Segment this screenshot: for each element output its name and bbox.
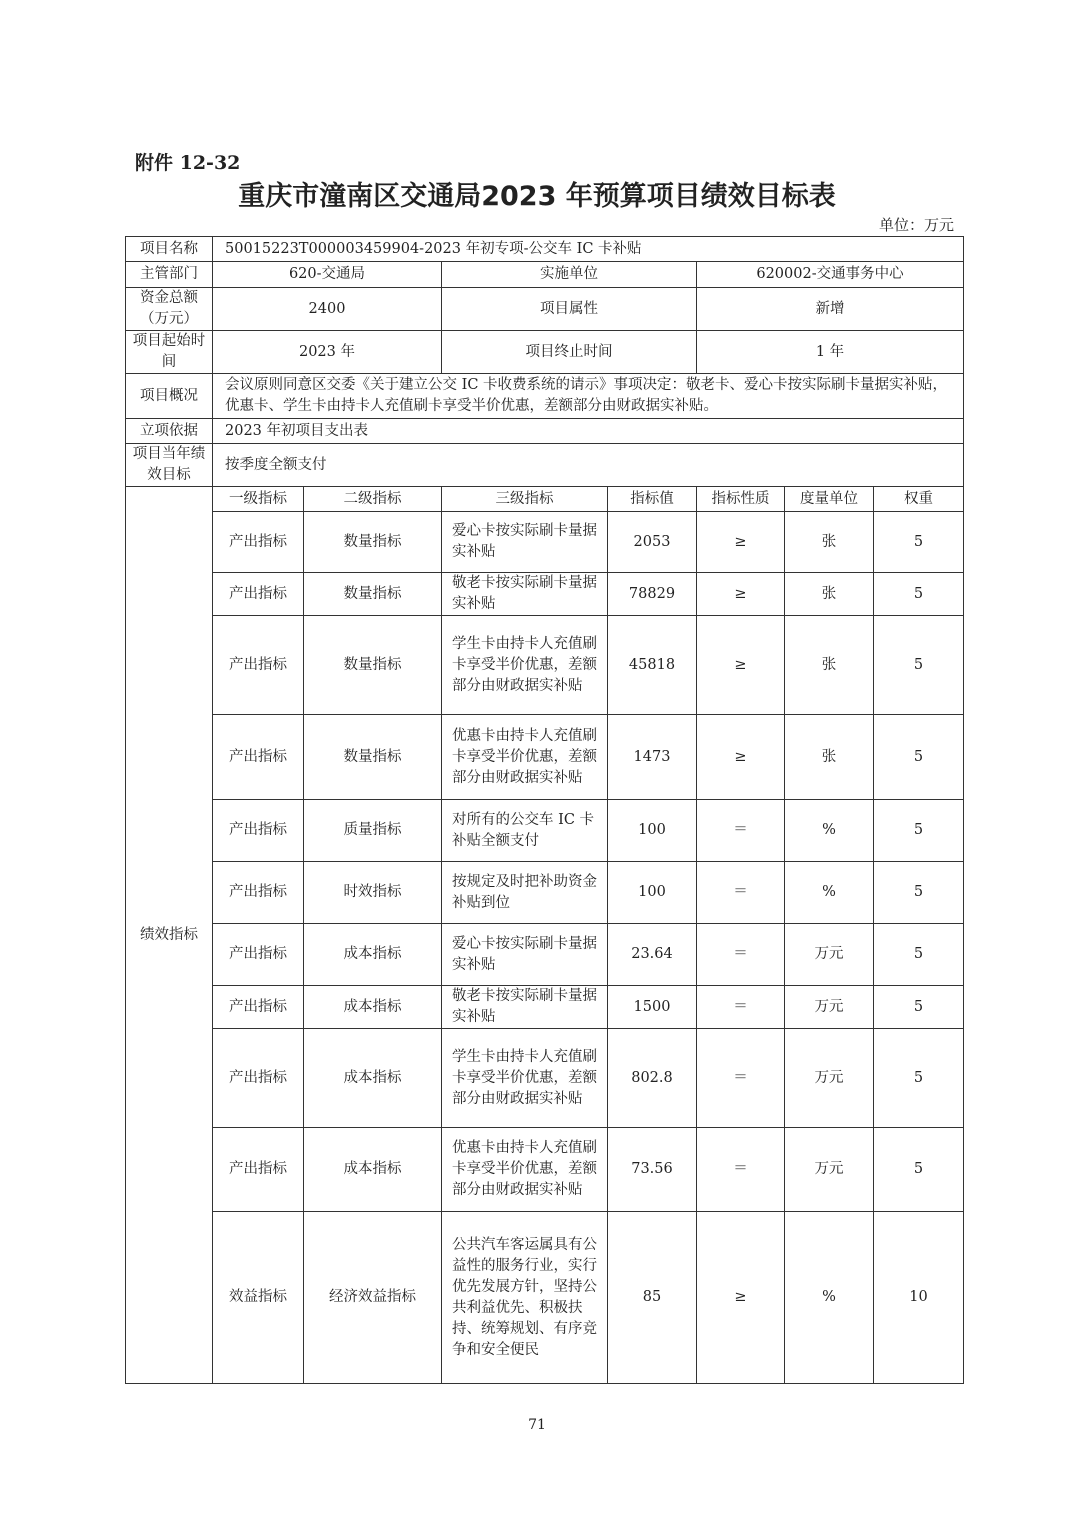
cell-level3: 爱心卡按实际刷卡量据实补贴 xyxy=(442,512,608,573)
end: 1 年 xyxy=(697,331,964,374)
cell-nature: ＝ xyxy=(697,986,785,1029)
cell-weight: 5 xyxy=(874,986,964,1029)
cell-level1: 产出指标 xyxy=(213,1128,304,1212)
cell-level1: 产出指标 xyxy=(213,616,304,715)
cell-nature: ≥ xyxy=(697,616,785,715)
cell-weight: 5 xyxy=(874,862,964,924)
header-level2: 二级指标 xyxy=(304,487,442,512)
cell-level2: 质量指标 xyxy=(304,800,442,862)
cell-level2: 数量指标 xyxy=(304,616,442,715)
cell-value: 85 xyxy=(608,1212,697,1384)
table-row xyxy=(126,1212,964,1384)
cell-level2: 经济效益指标 xyxy=(304,1212,442,1384)
cell-unit: 万元 xyxy=(785,986,874,1029)
attr: 新增 xyxy=(697,288,964,331)
cell-level2: 成本指标 xyxy=(304,924,442,986)
cell-level1: 产出指标 xyxy=(213,573,304,616)
cell-unit: % xyxy=(785,862,874,924)
cell-weight: 5 xyxy=(874,1029,964,1128)
cell-unit: 万元 xyxy=(785,1029,874,1128)
cell-level3: 敬老卡按实际刷卡量据实补贴 xyxy=(442,573,608,616)
impl-label: 实施单位 xyxy=(442,262,697,288)
table-row xyxy=(126,616,964,715)
cell-weight: 5 xyxy=(874,1128,964,1212)
cell-level3: 公共汽车客运属具有公益性的服务行业，实行优先发展方针，坚持公共利益优先、积极扶持、统筹规划、有序竞争和安全便民 xyxy=(442,1212,608,1384)
end-label: 项目终止时间 xyxy=(442,331,697,374)
cell-unit: 张 xyxy=(785,573,874,616)
cell-nature: ＝ xyxy=(697,1029,785,1128)
cell-nature: ≥ xyxy=(697,573,785,616)
fund-label: 资金总额（万元） xyxy=(126,288,213,331)
cell-level3: 按规定及时把补助资金补贴到位 xyxy=(442,862,608,924)
table-row xyxy=(126,1128,964,1212)
cell-level3: 优惠卡由持卡人充值刷卡享受半价优惠，差额部分由财政据实补贴 xyxy=(442,1128,608,1212)
cell-weight: 5 xyxy=(874,800,964,862)
cell-weight: 5 xyxy=(874,512,964,573)
cell-value: 23.64 xyxy=(608,924,697,986)
goal-label: 项目当年绩效目标 xyxy=(126,444,213,487)
cell-level1: 产出指标 xyxy=(213,512,304,573)
cell-level2: 时效指标 xyxy=(304,862,442,924)
impl: 620002-交通事务中心 xyxy=(697,262,964,288)
cell-nature: ＝ xyxy=(697,862,785,924)
project-name: 50015223T000003459904-2023 年初专项-公交车 IC 卡补贴 xyxy=(213,237,964,262)
cell-unit: 张 xyxy=(785,715,874,800)
cell-level2: 数量指标 xyxy=(304,512,442,573)
header-level3: 三级指标 xyxy=(442,487,608,512)
basis-label: 立项依据 xyxy=(126,419,213,444)
cell-level3: 学生卡由持卡人充值刷卡享受半价优惠，差额部分由财政据实补贴 xyxy=(442,1029,608,1128)
cell-value: 1473 xyxy=(608,715,697,800)
cell-weight: 5 xyxy=(874,715,964,800)
cell-unit: 万元 xyxy=(785,924,874,986)
cell-level1: 效益指标 xyxy=(213,1212,304,1384)
header-weight: 权重 xyxy=(874,487,964,512)
cell-value: 100 xyxy=(608,800,697,862)
cell-unit: 万元 xyxy=(785,1128,874,1212)
cell-nature: ＝ xyxy=(697,1128,785,1212)
cell-value: 78829 xyxy=(608,573,697,616)
overview-label: 项目概况 xyxy=(126,374,213,419)
performance-table xyxy=(125,236,964,1384)
cell-value: 802.8 xyxy=(608,1029,697,1128)
project-name-label: 项目名称 xyxy=(126,237,213,262)
cell-unit: % xyxy=(785,1212,874,1384)
cell-level1: 产出指标 xyxy=(213,862,304,924)
cell-weight: 10 xyxy=(874,1212,964,1384)
cell-unit: % xyxy=(785,800,874,862)
cell-level3: 爱心卡按实际刷卡量据实补贴 xyxy=(442,924,608,986)
cell-value: 1500 xyxy=(608,986,697,1029)
cell-value: 73.56 xyxy=(608,1128,697,1212)
cell-level2: 成本指标 xyxy=(304,1128,442,1212)
table-row xyxy=(126,800,964,862)
cell-value: 2053 xyxy=(608,512,697,573)
cell-level3: 学生卡由持卡人充值刷卡享受半价优惠，差额部分由财政据实补贴 xyxy=(442,616,608,715)
table-row xyxy=(126,1029,964,1128)
cell-unit: 张 xyxy=(785,512,874,573)
cell-level1: 产出指标 xyxy=(213,1029,304,1128)
cell-level2: 成本指标 xyxy=(304,986,442,1029)
cell-weight: 5 xyxy=(874,573,964,616)
cell-weight: 5 xyxy=(874,924,964,986)
cell-level2: 数量指标 xyxy=(304,715,442,800)
cell-level3: 敬老卡按实际刷卡量据实补贴 xyxy=(442,986,608,1029)
cell-level1: 产出指标 xyxy=(213,800,304,862)
table-row xyxy=(126,573,964,616)
dept-label: 主管部门 xyxy=(126,262,213,288)
cell-weight: 5 xyxy=(874,616,964,715)
dept: 620-交通局 xyxy=(213,262,442,288)
cell-nature: ≥ xyxy=(697,715,785,800)
table-row xyxy=(126,715,964,800)
table-row xyxy=(126,862,964,924)
header-nature: 指标性质 xyxy=(697,487,785,512)
page-title: 重庆市潼南区交通局2023 年预算项目绩效目标表 xyxy=(238,181,836,212)
cell-unit: 张 xyxy=(785,616,874,715)
attachment-label: 附件 12-32 xyxy=(135,152,241,174)
overview: 会议原则同意区交委《关于建立公交 IC 卡收费系统的请示》事项决定：敬老卡、爱心卡按实际刷卡量据实补贴，优惠卡、学生卡由持卡人充值刷卡享受半价优惠，差额部分由财政据实补贴。 xyxy=(213,374,964,419)
goal: 按季度全额支付 xyxy=(213,444,964,487)
header-unit: 度量单位 xyxy=(785,487,874,512)
cell-nature: ≥ xyxy=(697,1212,785,1384)
fund: 2400 xyxy=(213,288,442,331)
cell-value: 100 xyxy=(608,862,697,924)
page-number: 71 xyxy=(528,1417,546,1433)
cell-value: 45818 xyxy=(608,616,697,715)
unit-label: 单位：万元 xyxy=(878,216,954,234)
cell-nature: ≥ xyxy=(697,512,785,573)
cell-level1: 产出指标 xyxy=(213,986,304,1029)
table-row xyxy=(126,924,964,986)
start-label: 项目起始时间 xyxy=(126,331,213,374)
cell-nature: ＝ xyxy=(697,924,785,986)
cell-nature: ＝ xyxy=(697,800,785,862)
cell-level3: 优惠卡由持卡人充值刷卡享受半价优惠，差额部分由财政据实补贴 xyxy=(442,715,608,800)
cell-level2: 成本指标 xyxy=(304,1029,442,1128)
cell-level3: 对所有的公交车 IC 卡补贴全额支付 xyxy=(442,800,608,862)
basis: 2023 年初项目支出表 xyxy=(213,419,964,444)
attr-label: 项目属性 xyxy=(442,288,697,331)
cell-level1: 产出指标 xyxy=(213,924,304,986)
cell-level1: 产出指标 xyxy=(213,715,304,800)
header-level1: 一级指标 xyxy=(213,487,304,512)
cell-level2: 数量指标 xyxy=(304,573,442,616)
start: 2023 年 xyxy=(213,331,442,374)
table-row xyxy=(126,986,964,1029)
header-value: 指标值 xyxy=(608,487,697,512)
table-row xyxy=(126,512,964,573)
indicator-section-label: 绩效指标 xyxy=(126,487,213,1384)
